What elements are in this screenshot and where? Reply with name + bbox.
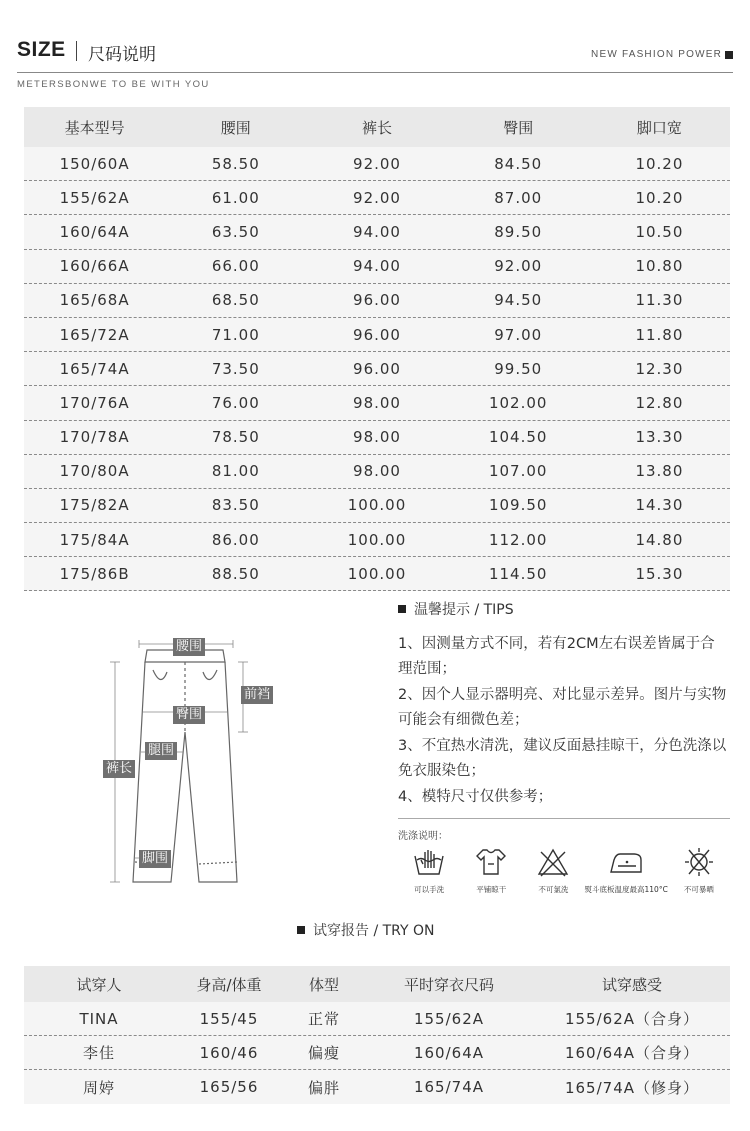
header-divider [17,72,733,73]
table-cell: 155/45 [199,1009,259,1028]
table-cell: 12.30 [635,359,684,378]
table-cell: 100.00 [347,530,407,549]
size-heading: SIZE [17,38,66,61]
table-cell: 15.30 [635,564,684,583]
square-bullet-icon [297,926,305,934]
tip-item: 2、因个人显示器明亮、对比显示差异。图片与实物可能会有细微色差； [398,687,727,728]
size-guide-title: 尺码说明 [88,45,156,65]
tips-section [398,598,728,812]
table-cell: 155/62A [59,188,130,207]
table-cell: 94.00 [353,222,401,241]
table-row [24,557,730,591]
tips-heading [398,598,728,620]
length-label: 裤长 [103,760,135,778]
wash-icon-row [398,846,730,895]
hip-label: 臀围 [173,706,205,724]
fashion-tagline-text: NEW FASHION POWER [591,49,722,60]
table-cell: 99.50 [494,359,543,378]
table-cell: 165/74A（修身） [564,1078,700,1097]
table-row [24,523,730,557]
column-header: 裤长 [362,118,393,137]
table-cell: 10.20 [635,188,684,207]
column-header: 脚口宽 [636,118,682,137]
wash-item [668,846,730,895]
table-cell: 150/60A [59,154,130,173]
wash-item [585,846,668,895]
flat-dry-icon [473,846,509,878]
wash-item [398,846,460,895]
column-header: 腰围 [220,118,251,137]
wash-label: 平铺晾干 [476,885,507,894]
table-cell: 160/64A [59,222,130,241]
table-cell: 175/84A [59,530,130,549]
table-row [24,215,730,249]
table-cell: 13.80 [635,462,684,481]
table-cell: 14.30 [635,496,684,515]
try-on-body [24,1002,730,1104]
table-cell: 165/72A [59,325,130,344]
table-cell: 98.00 [353,428,401,447]
table-row [24,386,730,420]
table-row [24,284,730,318]
table-cell: 10.20 [635,154,684,173]
square-bullet-icon [398,605,406,613]
wash-label: 不可暴晒 [683,885,714,894]
hand-wash-icon [411,846,447,878]
table-cell: 165/74A [413,1078,485,1096]
table-cell: 96.00 [353,291,401,310]
table-cell: 160/46 [199,1043,259,1062]
table-row [24,318,730,352]
table-cell: 78.50 [211,428,260,447]
table-cell: 165/56 [199,1078,259,1096]
table-cell: 112.00 [488,530,548,549]
wash-title: 洗涤说明： [398,831,448,842]
size-table-header [24,107,730,147]
fashion-tagline [591,49,733,60]
column-header: 身高/体重 [196,975,262,994]
table-cell: 92.00 [353,188,401,207]
table-cell: 76.00 [211,393,260,412]
size-table [24,107,730,591]
page-header [0,0,750,100]
table-cell: 155/62A [413,1009,485,1028]
table-cell: 92.00 [494,257,543,276]
table-cell: 13.30 [635,428,684,447]
table-cell: 94.50 [494,291,543,310]
table-cell: 102.00 [488,393,548,412]
thigh-label: 腿围 [145,742,177,760]
column-header: 平时穿衣尺码 [403,975,494,994]
table-cell: 100.00 [347,564,407,583]
tips-title: 温馨提示 / TIPS [414,602,514,618]
tip-item: 1、因测量方式不同，若有2CM左右误差皆属于合理范围； [398,636,715,677]
no-sun-dry-icon [681,846,717,878]
table-cell: 170/76A [59,393,130,412]
table-row [24,455,730,489]
table-cell: 175/82A [59,496,130,515]
wash-label: 不可氯洗 [538,885,569,894]
table-cell: 160/64A（合身） [564,1044,700,1062]
table-cell: 100.00 [347,496,407,515]
tip-item: 3、不宜热水清洗，建议反面悬挂晾干，分色洗涤以免衣服染色； [398,738,727,779]
table-cell: 83.50 [211,496,260,515]
try-on-header [24,966,730,1002]
table-cell: 175/86B [59,564,130,583]
no-bleach-icon [535,846,571,878]
table-cell: 160/66A [59,257,130,276]
table-cell: 89.50 [494,222,543,241]
table-cell: 10.50 [635,222,684,241]
table-row [24,1002,730,1036]
table-cell: 11.30 [635,291,684,310]
table-cell: 14.80 [635,530,684,549]
table-row [24,489,730,523]
table-cell: 63.50 [211,222,260,241]
hem-label: 脚围 [139,850,171,868]
table-cell: 66.00 [211,257,260,276]
table-cell: 71.00 [211,325,260,344]
table-cell: 周婷 [82,1078,115,1097]
table-cell: 61.00 [211,188,260,207]
wash-label: 可以手洗 [414,885,445,894]
table-cell: 正常 [307,1010,340,1028]
table-cell: TINA [79,1009,119,1028]
iron-icon [608,846,644,878]
wash-divider [398,818,730,819]
table-cell: 155/62A（合身） [564,1010,700,1028]
table-row [24,352,730,386]
front-rise-label: 前裆 [241,686,273,704]
table-cell: 107.00 [488,462,548,481]
table-cell: 170/78A [59,428,130,447]
column-header: 体型 [308,975,339,994]
table-cell: 68.50 [211,291,260,310]
table-row [24,250,730,284]
table-row [24,1070,730,1104]
table-cell: 11.80 [635,325,684,344]
table-cell: 165/74A [59,359,130,378]
table-cell: 86.00 [211,530,260,549]
pants-measurement-diagram [95,632,285,897]
try-on-heading [297,920,435,940]
try-on-table [24,966,730,1104]
brand-subtitle: METERSBONWE TO BE WITH YOU [17,79,210,90]
column-header: 基本型号 [64,118,125,137]
table-cell: 12.80 [635,393,684,412]
table-row [24,147,730,181]
table-cell: 98.00 [353,393,401,412]
table-cell: 88.50 [211,564,260,583]
table-cell: 94.00 [353,257,401,276]
column-header: 试穿人 [76,975,122,994]
table-cell: 96.00 [353,359,401,378]
column-header: 臀围 [503,118,534,137]
table-cell: 96.00 [353,325,401,344]
try-on-title: 试穿报告 / TRY ON [313,923,435,939]
table-cell: 170/80A [59,462,130,481]
size-table-body [24,147,730,591]
table-cell: 偏胖 [307,1078,340,1097]
table-cell: 109.50 [488,496,548,515]
table-cell: 92.00 [353,154,401,173]
table-cell: 李佳 [82,1044,115,1062]
wash-label: 熨斗底板温度最高110°C [584,885,668,894]
tips-list [398,632,728,810]
table-cell: 87.00 [494,188,543,207]
table-cell: 97.00 [494,325,543,344]
wash-item [522,846,584,895]
table-row [24,181,730,215]
table-cell: 81.00 [211,462,260,481]
table-cell: 58.50 [211,154,260,173]
waist-label: 腰围 [173,638,205,656]
table-cell: 160/64A [413,1043,485,1062]
table-cell: 84.50 [494,154,543,173]
title-divider [76,41,77,61]
table-cell: 偏瘦 [307,1044,340,1062]
tip-item: 4、模特尺寸仅供参考； [398,789,553,805]
table-row [24,1036,730,1070]
table-cell: 10.80 [635,257,684,276]
column-header: 试穿感受 [601,975,662,994]
wash-item [460,846,522,895]
table-cell: 104.50 [488,428,548,447]
table-cell: 98.00 [353,462,401,481]
table-cell: 165/68A [59,291,130,310]
table-row [24,421,730,455]
square-bullet-icon [725,51,733,59]
table-cell: 73.50 [211,359,260,378]
table-cell: 114.50 [488,564,548,583]
